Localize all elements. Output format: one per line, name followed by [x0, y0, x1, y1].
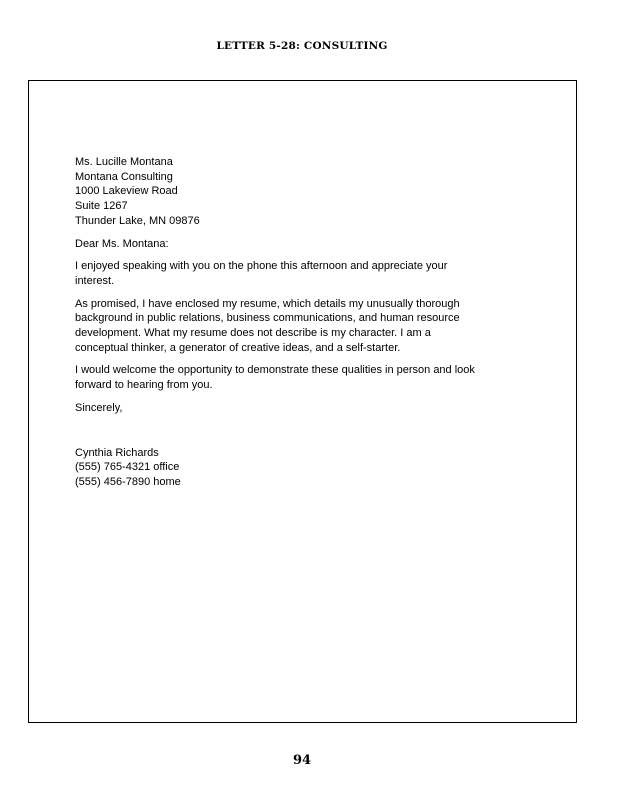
recipient-street: 1000 Lakeview Road: [75, 185, 178, 198]
letter-body: [75, 155, 480, 490]
signer-phone-office: (555) 765-4321 office: [75, 461, 180, 474]
recipient-suite: Suite 1267: [75, 200, 128, 213]
body-paragraph-1: I enjoyed speaking with you on the phone this afternoon and appreciate your interest.: [75, 260, 448, 287]
signature-block: [75, 446, 480, 490]
signer-name: Cynthia Richards: [75, 446, 159, 459]
closing: Sincerely,: [75, 401, 123, 414]
recipient-company: Montana Consulting: [75, 170, 173, 183]
body-paragraph-2: As promised, I have enclosed my resume, which details my unusually thorough background in public relations, business communications, and human resource development. What my resume does not describe is my character. I am a conceptual thinker, a generator of creative ideas, and a self-starter.: [75, 297, 460, 354]
signer-phone-home: (555) 456-7890 home: [75, 475, 181, 488]
recipient-address: [75, 155, 480, 229]
page-number: 94: [292, 753, 312, 768]
salutation: Dear Ms. Montana:: [75, 237, 169, 250]
page-title: LETTER 5-28: CONSULTING: [216, 40, 388, 52]
recipient-city-state-zip: Thunder Lake, MN 09876: [75, 214, 200, 227]
body-paragraph-3: I would welcome the opportunity to demonstrate these qualities in person and look forward to hearing from you.: [75, 364, 475, 392]
recipient-name: Ms. Lucille Montana: [75, 156, 173, 168]
